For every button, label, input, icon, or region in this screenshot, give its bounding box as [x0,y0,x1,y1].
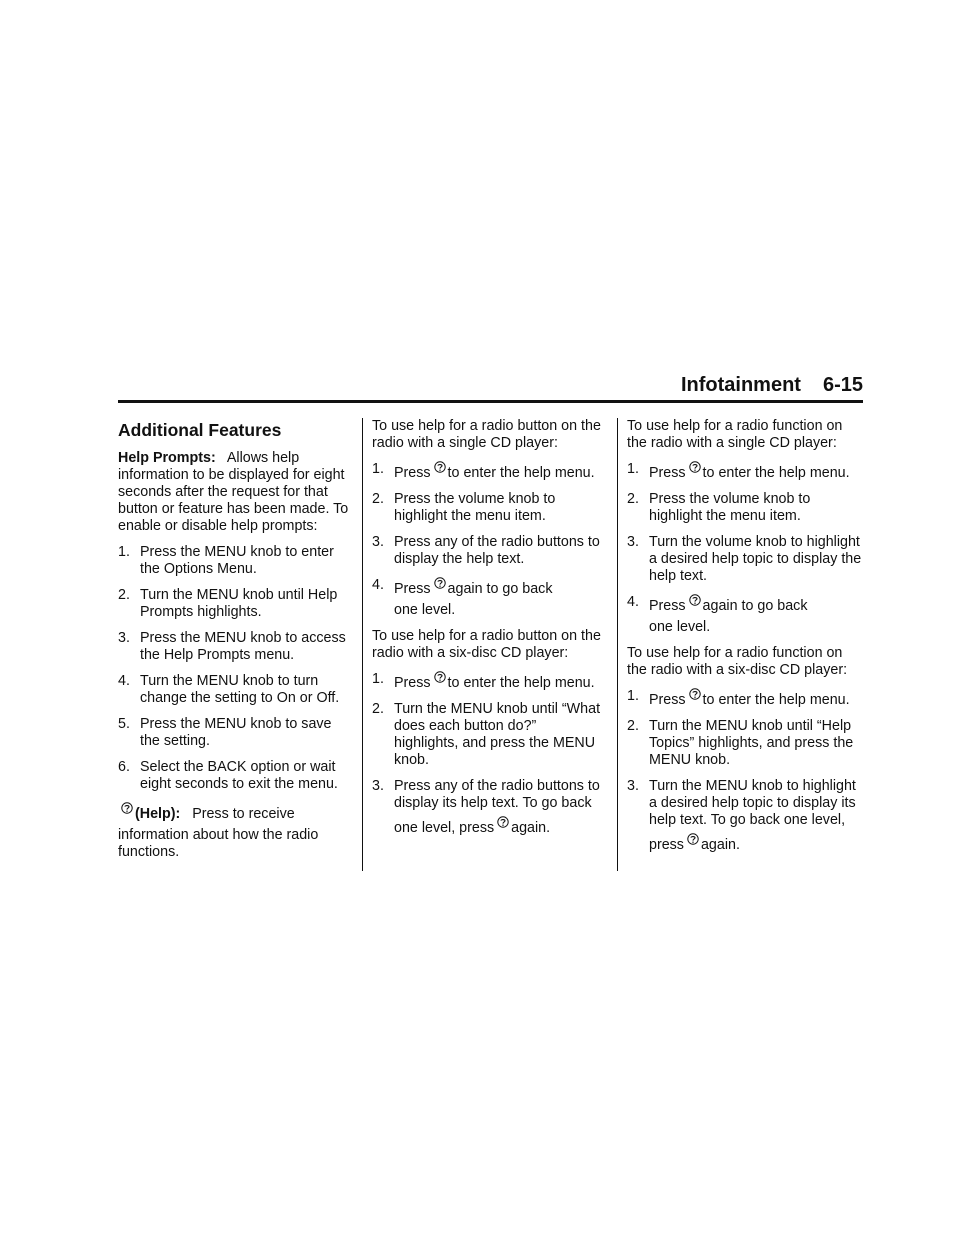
list-item: 3. Turn the volume knob to highlight a desired help topic to display the help text. [627,534,862,584]
page-number: 6-15 [822,374,863,396]
list-item: 1. Press to enter the help menu. [627,688,850,708]
list-item: 1. Press to enter the help menu. [627,461,850,481]
question-mark-icon [689,594,701,607]
list-item: 1. Press to enter the help menu. [372,671,595,691]
list-item: 3. Press any of the radio buttons to display its help text. To go back one level, press again. [372,778,600,836]
help-prompts-text: Allows help information to be displayed for eight seconds after the request for that button or feature has been made. To enable or disable help prompts: [118,450,349,534]
list-item: 5. Press the MENU knob to save the setting. [118,716,332,749]
list-item: 1. Press the MENU knob to enter the Options Menu. [118,544,334,577]
section-heading: Additional Features [118,420,282,440]
help-prompts-paragraph [118,450,350,535]
list-item: 3. Turn the MENU knob to highlight a desired help topic to display its help text. To go back one level, press again. [627,778,856,853]
list-item: 2. Turn the MENU knob until “Help Topics” highlights, and press the MENU knob. [627,718,854,768]
column-3 [627,418,863,863]
single-cd-function-steps [627,461,863,636]
list-item: 3. Press the MENU knob to access the Help Prompts menu. [118,630,346,663]
help-text: Press to receive [192,806,295,822]
section-title: Infotainment [680,374,801,396]
list-item: 2. Turn the MENU knob until Help Prompts highlights. [118,587,338,620]
question-mark-icon [434,461,446,474]
column-divider [617,418,618,871]
header-rule [118,400,863,403]
single-cd-function-intro: To use help for a radio function on the radio with a single CD player: [627,418,843,451]
list-item: 1. Press to enter the help menu. [372,461,595,481]
list-item: 4. Press again to go back one level. [627,594,808,635]
six-disc-button-intro: To use help for a radio button on the radio with a six-disc CD player: [372,628,601,661]
question-mark-icon [687,833,699,846]
six-disc-function-intro: To use help for a radio function on the radio with a six-disc CD player: [627,645,848,678]
list-item: 2. Press the volume knob to highlight the menu item. [372,491,556,524]
list-item: 2. Press the volume knob to highlight the menu item. [627,491,811,524]
question-mark-icon [434,577,446,590]
page-header [118,370,863,400]
question-mark-icon [689,688,701,701]
help-prompts-steps [118,544,350,793]
column-2 [372,418,604,846]
question-mark-icon [121,802,133,815]
list-item: 4. Turn the MENU knob to turn change the setting to On or Off. [118,673,340,706]
question-mark-icon [434,671,446,684]
help-text-continued: information about how the radio functions. [118,827,319,860]
question-mark-icon [497,816,509,829]
question-mark-icon [689,461,701,474]
help-term: (Help): [135,806,181,822]
help-prompts-term: Help Prompts: [118,450,216,466]
single-cd-button-steps [372,461,604,619]
six-disc-function-steps [627,688,863,854]
single-cd-button-intro: To use help for a radio button on the radio with a single CD player: [372,418,601,451]
help-paragraph [118,802,350,861]
list-item: 6. Select the BACK option or wait eight seconds to exit the menu. [118,759,338,792]
list-item: 3. Press any of the radio buttons to display the help text. [372,534,600,567]
list-item: 4. Press again to go back one level. [372,577,553,618]
column-1 [118,418,350,870]
column-divider [362,418,363,871]
list-item: 2. Turn the MENU knob until “What does each button do?” highlights, and press the MENU knob. [372,701,601,768]
six-disc-button-steps [372,671,604,837]
